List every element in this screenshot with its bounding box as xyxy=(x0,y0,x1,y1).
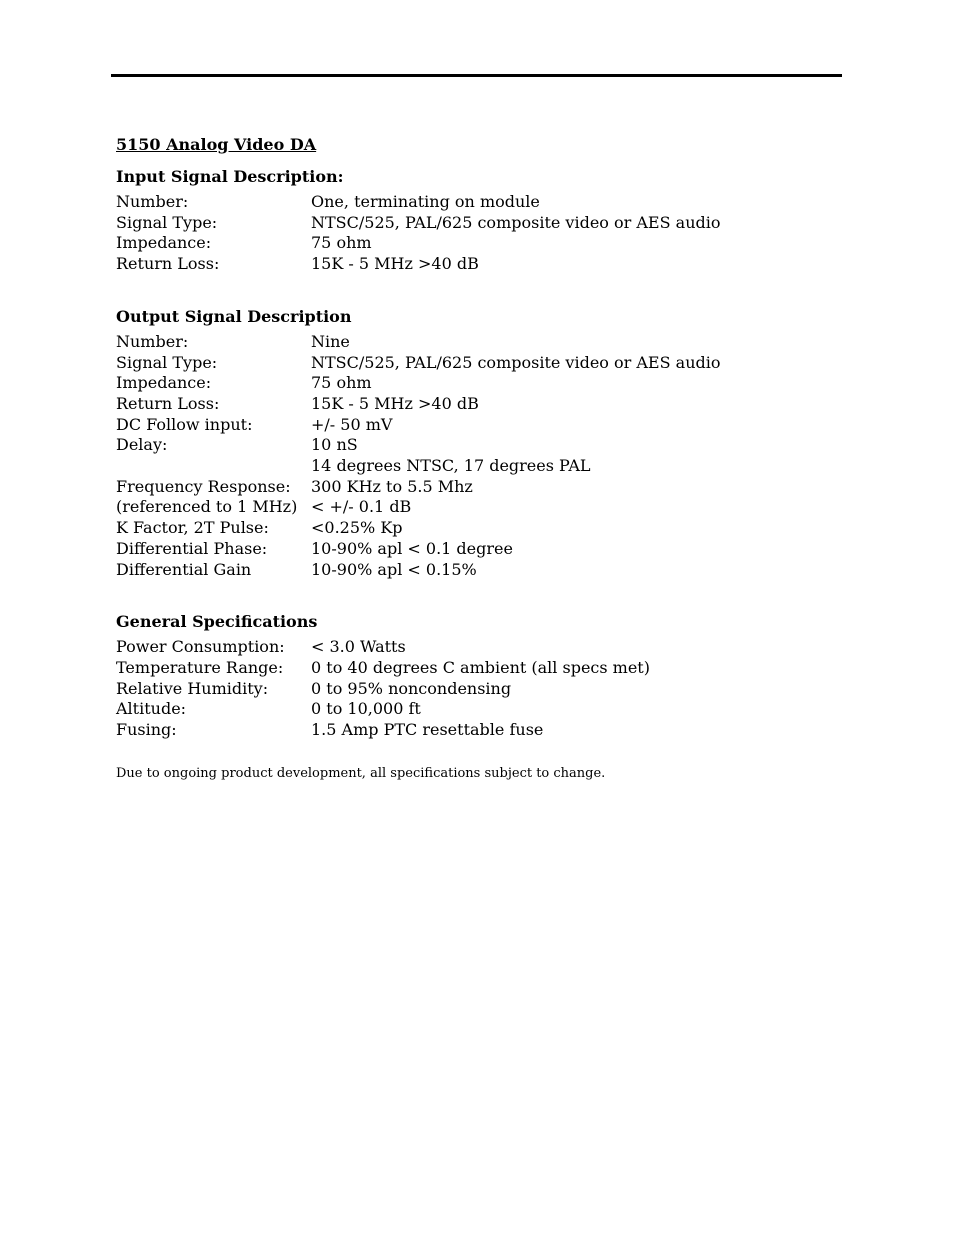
spec-value: NTSC/525, PAL/625 composite video or AES audio xyxy=(311,212,721,232)
spec-row xyxy=(116,192,816,213)
spec-value: +/- 50 mV xyxy=(311,414,393,434)
spec-label: Number: xyxy=(116,192,189,211)
spec-value: < 3.0 Watts xyxy=(311,637,406,657)
spec-label: Signal Type: xyxy=(116,352,218,372)
spec-row xyxy=(116,679,816,700)
spec-value: 15K - 5 MHz >40 dB xyxy=(311,254,479,274)
spec-row xyxy=(116,373,816,394)
spec-value: 300 KHz to 5.5 Mhz xyxy=(311,476,473,496)
output-spec-table xyxy=(116,332,816,580)
spec-label: Impedance: xyxy=(116,373,212,393)
document-title: 5150 Analog Video DA xyxy=(116,135,317,154)
spec-sheet xyxy=(116,134,816,783)
spec-label: K Factor, 2T Pulse: xyxy=(116,518,269,538)
spec-value: Nine xyxy=(311,331,350,351)
spec-label: Fusing: xyxy=(116,720,177,740)
output-section-heading: Output Signal Description xyxy=(116,306,352,326)
spec-value: 10-90% apl < 0.1 degree xyxy=(311,538,513,558)
spec-value: 14 degrees NTSC, 17 degrees PAL xyxy=(311,456,591,476)
spec-row xyxy=(116,415,816,436)
spec-label: Return Loss: xyxy=(116,393,220,413)
spec-row xyxy=(116,233,816,254)
spec-row xyxy=(116,213,816,234)
spec-row xyxy=(116,637,816,658)
spec-label: Delay: xyxy=(116,435,168,455)
spec-label: Relative Humidity: xyxy=(116,678,269,698)
spec-value: 10 nS xyxy=(311,435,358,455)
spec-label: (referenced to 1 MHz) xyxy=(116,497,298,517)
spec-row xyxy=(116,518,816,539)
spec-row xyxy=(116,332,816,353)
spec-value: 0 to 40 degrees C ambient (all specs met) xyxy=(311,657,650,677)
spec-value: 75 ohm xyxy=(311,373,372,393)
spec-label: Frequency Response: xyxy=(116,476,291,496)
spec-row xyxy=(116,394,816,415)
spec-row xyxy=(116,497,816,518)
spec-value: 0 to 10,000 ft xyxy=(311,699,421,719)
spec-label: Return Loss: xyxy=(116,254,220,274)
spec-row xyxy=(116,456,816,477)
header-rule xyxy=(111,74,842,77)
spec-label: Altitude: xyxy=(116,699,187,719)
disclaimer-note: Due to ongoing product development, all specifications subject to change. xyxy=(116,765,606,781)
input-signal-section xyxy=(116,166,816,275)
spec-value: One, terminating on module xyxy=(311,192,540,211)
spec-label: Temperature Range: xyxy=(116,657,284,677)
spec-label xyxy=(116,456,311,477)
spec-value: <0.25% Kp xyxy=(311,518,403,538)
spec-value: 15K - 5 MHz >40 dB xyxy=(311,393,479,413)
spec-row xyxy=(116,539,816,560)
spec-label: Differential Phase: xyxy=(116,538,268,558)
general-spec-table xyxy=(116,637,816,741)
spec-row xyxy=(116,658,816,679)
spec-label: Differential Gain xyxy=(116,559,252,579)
spec-value: 75 ohm xyxy=(311,233,372,253)
input-spec-table xyxy=(116,192,816,275)
spec-value: NTSC/525, PAL/625 composite video or AES audio xyxy=(311,352,721,372)
output-signal-section xyxy=(116,306,816,580)
spec-row xyxy=(116,720,816,741)
spec-label: DC Follow input: xyxy=(116,414,253,434)
spec-value: 1.5 Amp PTC resettable fuse xyxy=(311,720,544,740)
spec-label: Impedance: xyxy=(116,233,212,253)
spec-label: Number: xyxy=(116,331,189,351)
spec-row xyxy=(116,254,816,275)
general-section-heading: General Specifications xyxy=(116,612,318,632)
spec-row xyxy=(116,477,816,498)
general-spec-section xyxy=(116,611,816,741)
spec-label: Power Consumption: xyxy=(116,637,285,657)
spec-value: 0 to 95% noncondensing xyxy=(311,678,512,698)
spec-value: < +/- 0.1 dB xyxy=(311,497,412,517)
spec-label: Signal Type: xyxy=(116,212,218,232)
spec-row xyxy=(116,560,816,581)
spec-row xyxy=(116,435,816,456)
input-section-heading: Input Signal Description: xyxy=(116,167,344,186)
spec-value: 10-90% apl < 0.15% xyxy=(311,559,477,579)
spec-row xyxy=(116,699,816,720)
spec-row xyxy=(116,353,816,374)
